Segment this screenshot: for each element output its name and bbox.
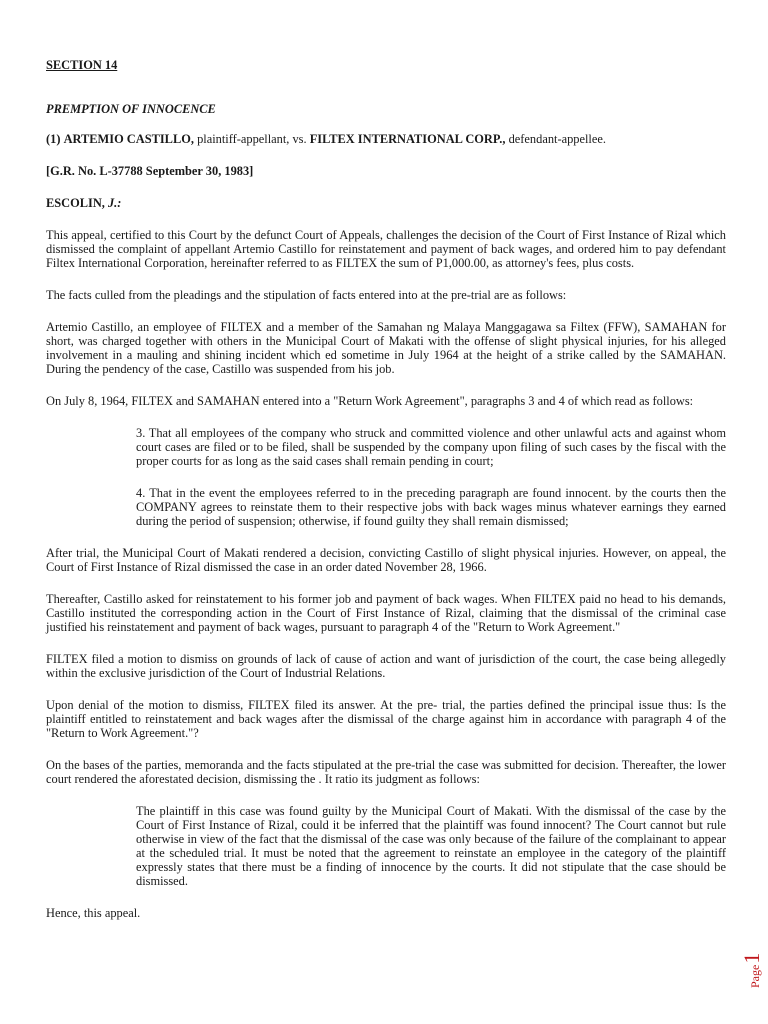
justice-name: ESCOLIN, (46, 196, 105, 210)
paragraph-5: After trial, the Municipal Court of Makati rendered a decision, convicting Castillo of slight physical injuries. However, on appeal, the Court of First Instance of Rizal dismissed the case in an order dated November 28, 1966. (46, 546, 726, 574)
paragraph-1: This appeal, certified to this Court by the defunct Court of Appeals, challenges the decision of the Court of First Instance of Rizal which dismissed the complaint of appellant Artemio Castillo for reinstatement and payment of back wages, and ordered him to pay defendant Filtex International Corporation, hereinafter referred to as FILTEX the sum of P1,000.00, as attorney's fees, plus costs. (46, 228, 726, 270)
page-label: Page (748, 964, 762, 988)
section-subtitle: PREMPTION OF INNOCENCE (46, 102, 216, 116)
plaintiff-name: ARTEMIO CASTILLO, (63, 132, 194, 146)
ponente (46, 196, 726, 210)
document-page (46, 58, 726, 938)
case-caption (46, 132, 726, 146)
paragraph-9: On the bases of the parties, memoranda and the facts stipulated at the pre-trial the case was submitted for decision. Thereafter, the lower court rendered the aforestated decision, dismissing the . It ratio its judgment as follows: (46, 758, 726, 786)
gr-number: [G.R. No. L-37788 September 30, 1983] (46, 164, 254, 178)
paragraph-8: Upon denial of the motion to dismiss, FILTEX filed its answer. At the pre- trial, the parties defined the principal issue thus: Is the plaintiff entitled to reinstatement and back wages after the dismissal of the charge against him in accordance with paragraph 4 of the "Return to Work Agreement."? (46, 698, 726, 740)
paragraph-6: Thereafter, Castillo asked for reinstatement to his former job and payment of back wages. When FILTEX paid no head to his demands, Castillo instituted the corresponding action in the Court of First Instance of Rizal, claiming that the dismissal of the criminal case justified his reinstatement and payment of back wages, pursuant to paragraph 4 of the "Return to Work Agreement." (46, 592, 726, 634)
page-number-marker (733, 930, 768, 990)
quoted-ratio: The plaintiff in this case was found guilty by the Municipal Court of Makati. With the dismissal of the case by the Court of First Instance of Rizal, could it be inferred that the plaintiff was found innocent? The Court cannot but rule otherwise in view of the fact that the dismissal of the case was only because of the failure of the complainant to appear at the scheduled trial. It must be noted that the agreement to reinstate an employee in the category of the plaintiff expressly states that there must be a finding of innocence by the courts. It did not stipulate that the case should be dismissed. (136, 804, 726, 888)
section-heading: SECTION 14 (46, 58, 118, 72)
paragraph-4: On July 8, 1964, FILTEX and SAMAHAN entered into a "Return Work Agreement", paragraphs 3 and 4 of which read as follows: (46, 394, 694, 408)
paragraph-2: The facts culled from the pleadings and the stipulation of facts entered into at the pre-trial are as follows: (46, 288, 567, 302)
defendant-role: defendant-appellee. (508, 132, 606, 146)
page-number: 1 (739, 952, 764, 964)
defendant-name: FILTEX INTERNATIONAL CORP., (309, 132, 506, 146)
paragraph-7: FILTEX filed a motion to dismiss on grounds of lack of cause of action and want of jurisdiction of the court, the case being allegedly within the exclusive jurisdiction of the Court of Industrial Relations. (46, 652, 726, 680)
quoted-paragraph-3: 3. That all employees of the company who struck and committed violence and other unlawful acts and against whom court cases are filed or to be filed, shall be suspended by the company upon filing of such cases by the fiscal with the proper courts for as long as the said cases shall remain pending in court; (136, 426, 726, 468)
case-number: (1) (46, 132, 61, 146)
justice-title: J.: (107, 196, 122, 210)
paragraph-3: Artemio Castillo, an employee of FILTEX and a member of the Samahan ng Malaya Manggagawa sa Filtex (FFW), SAMAHAN for short, was charged together with others in the Municipal Court of Makati with the offense of slight physical injuries, for his alleged involvement in a mauling and shining incident which ed sometime in July 1964 at the height of a strike called by the SAMAHAN. During the pendency of the case, Castillo was suspended from his job. (46, 320, 726, 376)
plaintiff-role: plaintiff-appellant, vs. (197, 132, 307, 146)
quoted-paragraph-4: 4. That in the event the employees referred to in the preceding paragraph are found innocent. by the courts then the COMPANY agrees to reinstate them to their respective jobs with back wages minus whatever earnings they earned during the period of suspension; otherwise, if found guilty they shall remain dismissed; (136, 486, 726, 528)
paragraph-10: Hence, this appeal. (46, 906, 141, 920)
